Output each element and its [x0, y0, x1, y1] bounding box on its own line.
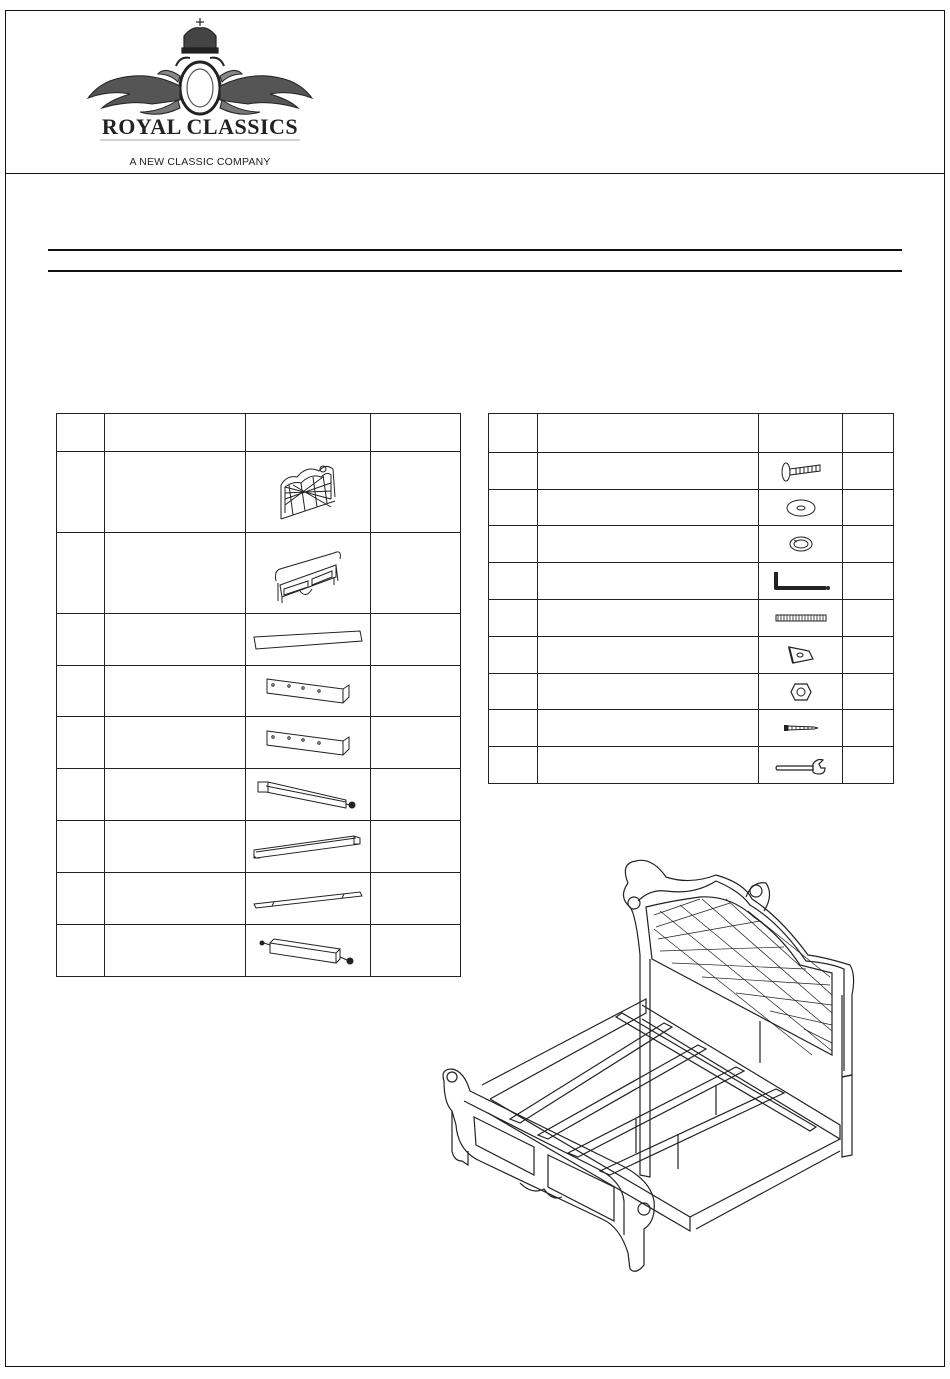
- brand-name: ROYAL CLASSICS: [101, 114, 299, 139]
- table-row: [57, 533, 461, 614]
- part-image-cell: [246, 614, 371, 666]
- side-rail-bracket-icon: [263, 727, 353, 759]
- hardware-image-cell: [759, 710, 843, 747]
- bed-icon: [440, 855, 860, 1275]
- part-image-cell: [246, 666, 371, 717]
- brand-tagline: A NEW CLASSIC COMPANY: [129, 156, 271, 168]
- header-cell: [489, 414, 538, 453]
- title-rule-bottom: [48, 270, 902, 272]
- table-row: [57, 666, 461, 717]
- screw-icon: [782, 722, 820, 734]
- table-row: [57, 614, 461, 666]
- wrench-icon: [773, 754, 829, 776]
- parts-table: [56, 413, 461, 977]
- assembled-bed-illustration: [440, 855, 860, 1275]
- hardware-image-cell: [759, 674, 843, 710]
- hardware-image-cell: [759, 600, 843, 637]
- allen-key-icon: [770, 568, 832, 594]
- header-cell: [538, 414, 759, 453]
- bolt-icon: [778, 458, 824, 484]
- table-header-row: [489, 414, 894, 453]
- table-row: [57, 717, 461, 769]
- hardware-table: [488, 413, 894, 784]
- support-slat-icon: [252, 888, 364, 910]
- flat-washer-icon: [783, 497, 819, 519]
- center-leg-icon: [256, 935, 360, 967]
- table-row: [57, 769, 461, 821]
- hex-nut-icon: [789, 680, 813, 704]
- part-image-cell: [246, 717, 371, 769]
- table-row: [57, 925, 461, 977]
- center-rail-icon: [250, 832, 366, 862]
- table-row: [489, 490, 894, 526]
- header-cell: [246, 414, 371, 452]
- hardware-image-cell: [759, 526, 843, 563]
- header-cell: [105, 414, 246, 452]
- table-row: [489, 747, 894, 784]
- table-row: [57, 821, 461, 873]
- hardware-image-cell: [759, 453, 843, 490]
- table-row: [489, 710, 894, 747]
- table-row: [489, 600, 894, 637]
- footboard-icon: [270, 541, 346, 605]
- hardware-image-cell: [759, 563, 843, 600]
- table-row: [57, 452, 461, 533]
- side-rail-bracket-icon: [263, 675, 353, 707]
- flat-slat-icon: [252, 629, 364, 651]
- part-image-cell: [246, 452, 371, 533]
- part-image-cell: [246, 821, 371, 873]
- crest-icon: [80, 16, 320, 172]
- table-row: [489, 453, 894, 490]
- headboard-icon: [273, 459, 343, 525]
- header-cell: [759, 414, 843, 453]
- header-cell: [57, 414, 105, 452]
- table-row: [57, 873, 461, 925]
- corner-bracket-icon: [785, 643, 817, 667]
- table-header-row: [57, 414, 461, 452]
- part-image-cell: [246, 925, 371, 977]
- header-divider: [5, 173, 945, 174]
- header-cell: [371, 414, 461, 452]
- threaded-rod-icon: [774, 612, 828, 624]
- hardware-image-cell: [759, 747, 843, 784]
- table-row: [489, 637, 894, 674]
- part-image-cell: [246, 873, 371, 925]
- split-washer-icon: [786, 533, 816, 555]
- hardware-image-cell: [759, 637, 843, 674]
- title-rule-top: [48, 249, 902, 251]
- table-row: [489, 674, 894, 710]
- part-image-cell: [246, 533, 371, 614]
- hardware-image-cell: [759, 490, 843, 526]
- part-image-cell: [246, 769, 371, 821]
- side-rail-icon: [254, 778, 362, 812]
- header-cell: [843, 414, 894, 453]
- table-row: [489, 526, 894, 563]
- brand-logo: [80, 16, 320, 172]
- table-row: [489, 563, 894, 600]
